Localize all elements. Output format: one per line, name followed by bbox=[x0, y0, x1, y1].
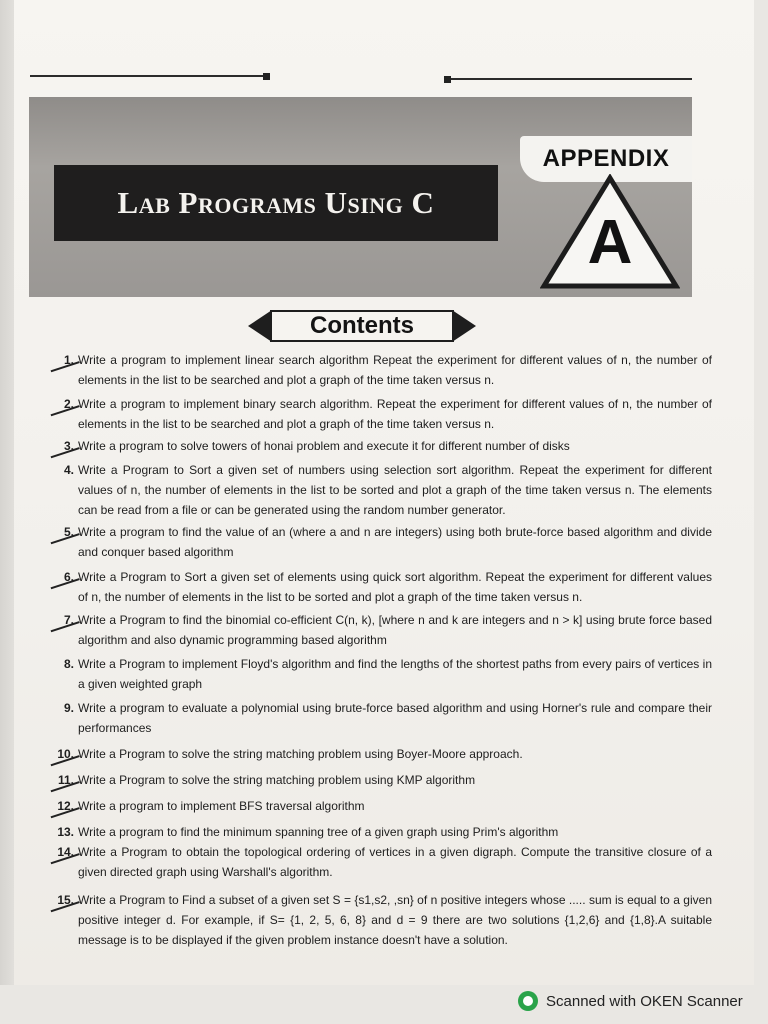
item-number: 5. bbox=[63, 525, 74, 539]
item-number: 2. bbox=[63, 397, 74, 411]
item-number: 11. bbox=[57, 773, 74, 787]
top-rule-right bbox=[444, 78, 692, 80]
item-text: Write a program to evaluate a polynomial using brute-force based algorithm and using Horner's rule and compare their performances bbox=[78, 701, 712, 735]
list-item bbox=[52, 350, 712, 390]
item-text: Write a program to implement linear search algorithm Repeat the experiment for different values of n, the number of elements in the list to be searched and plot a graph of the time taken versus n. bbox=[78, 353, 712, 387]
list-item bbox=[52, 460, 712, 520]
arrow-left-icon bbox=[248, 310, 272, 342]
item-number: 6. bbox=[63, 570, 74, 584]
scanner-watermark bbox=[518, 988, 763, 1014]
list-item bbox=[52, 890, 712, 950]
item-number: 13. bbox=[57, 825, 74, 839]
item-text: Write a program to find the minimum spanning tree of a given graph using Prim's algorithm bbox=[78, 825, 559, 839]
item-text: Write a Program to Sort a given set of elements using quick sort algorithm. Repeat the experiment for different values of n, the number of elements in the list to be sorted and plot a graph of the time taken versus n. bbox=[78, 570, 712, 604]
top-rule-left bbox=[30, 75, 270, 77]
list-item bbox=[52, 744, 712, 764]
contents-heading: Contents bbox=[270, 310, 454, 342]
list-item bbox=[52, 822, 712, 842]
item-text: Write a Program to obtain the topological ordering of vertices in a given digraph. Compute the transitive closure of a given directed graph using Warshall's algorithm. bbox=[78, 845, 712, 879]
scanner-logo-icon bbox=[518, 991, 538, 1011]
item-number: 12. bbox=[57, 799, 74, 813]
item-number: 1. bbox=[63, 353, 74, 367]
chapter-title: Lab Programs Using C bbox=[54, 165, 498, 241]
item-text: Write a program to implement binary search algorithm. Repeat the experiment for different values of n, the number of elements in the list to be searched and plot a graph of the time taken versus n. bbox=[78, 397, 712, 431]
item-number: 7. bbox=[63, 613, 74, 627]
item-text: Write a Program to solve the string matching problem using Boyer-Moore approach. bbox=[78, 747, 523, 761]
list-item bbox=[52, 394, 712, 434]
item-number: 15. bbox=[57, 893, 74, 907]
list-item bbox=[52, 796, 712, 816]
item-number: 4. bbox=[63, 463, 74, 477]
item-number: 10. bbox=[57, 747, 74, 761]
list-item bbox=[52, 770, 712, 790]
list-item bbox=[52, 698, 712, 738]
item-text: Write a Program to implement Floyd's algorithm and find the lengths of the shortest paths from every pairs of vertices in a given weighted graph bbox=[78, 657, 712, 691]
list-item bbox=[52, 842, 712, 882]
appendix-letter: A bbox=[587, 208, 633, 277]
item-text: Write a program to implement BFS traversal algorithm bbox=[78, 799, 365, 813]
appendix-label: APPENDIX bbox=[520, 136, 692, 182]
scanner-text: Scanned with OKEN Scanner bbox=[546, 992, 743, 1010]
list-item bbox=[52, 654, 712, 694]
item-text: Write a Program to find the binomial co-efficient C(n, k), [where n and k are integers and n > k] using brute force based algorithm and also dynamic programming based algorithm bbox=[78, 613, 712, 647]
list-item bbox=[52, 567, 712, 607]
item-text: Write a program to solve towers of honai problem and execute it for different number of disks bbox=[78, 439, 570, 453]
item-text: Write a program to find the value of an (where a and n are integers) using both brute-force based algorithm and divide and conquer based algorithm bbox=[78, 525, 712, 559]
arrow-right-icon bbox=[452, 310, 476, 342]
item-text: Write a Program to solve the string matching problem using KMP algorithm bbox=[78, 773, 476, 787]
item-number: 3. bbox=[63, 439, 74, 453]
item-text: Write a Program to Sort a given set of numbers using selection sort algorithm. Repeat the experiment for different values of n, the number of elements in the list to be sorted and plot a graph of the time taken versus n. The elements can be read from a file or can be generated using the random number generator. bbox=[78, 463, 712, 517]
item-number: 8. bbox=[63, 657, 74, 671]
list-item bbox=[52, 436, 712, 456]
list-item bbox=[52, 522, 712, 562]
item-number: 9. bbox=[63, 701, 74, 715]
list-item bbox=[52, 610, 712, 650]
contents-heading-frame bbox=[248, 310, 476, 346]
item-number: 14. bbox=[57, 845, 74, 859]
item-text: Write a Program to Find a subset of a given set S = {s1,s2, ,sn} of n positive integers whose ..... sum is equal to a given positive integer d. For example, if S= {1, 2, 5, 6, 8} and d = 9 there are two solutions {1,2,6} and {1,8}.A suitable message is to be displayed if the given problem instance doesn't have a solution. bbox=[78, 893, 712, 947]
